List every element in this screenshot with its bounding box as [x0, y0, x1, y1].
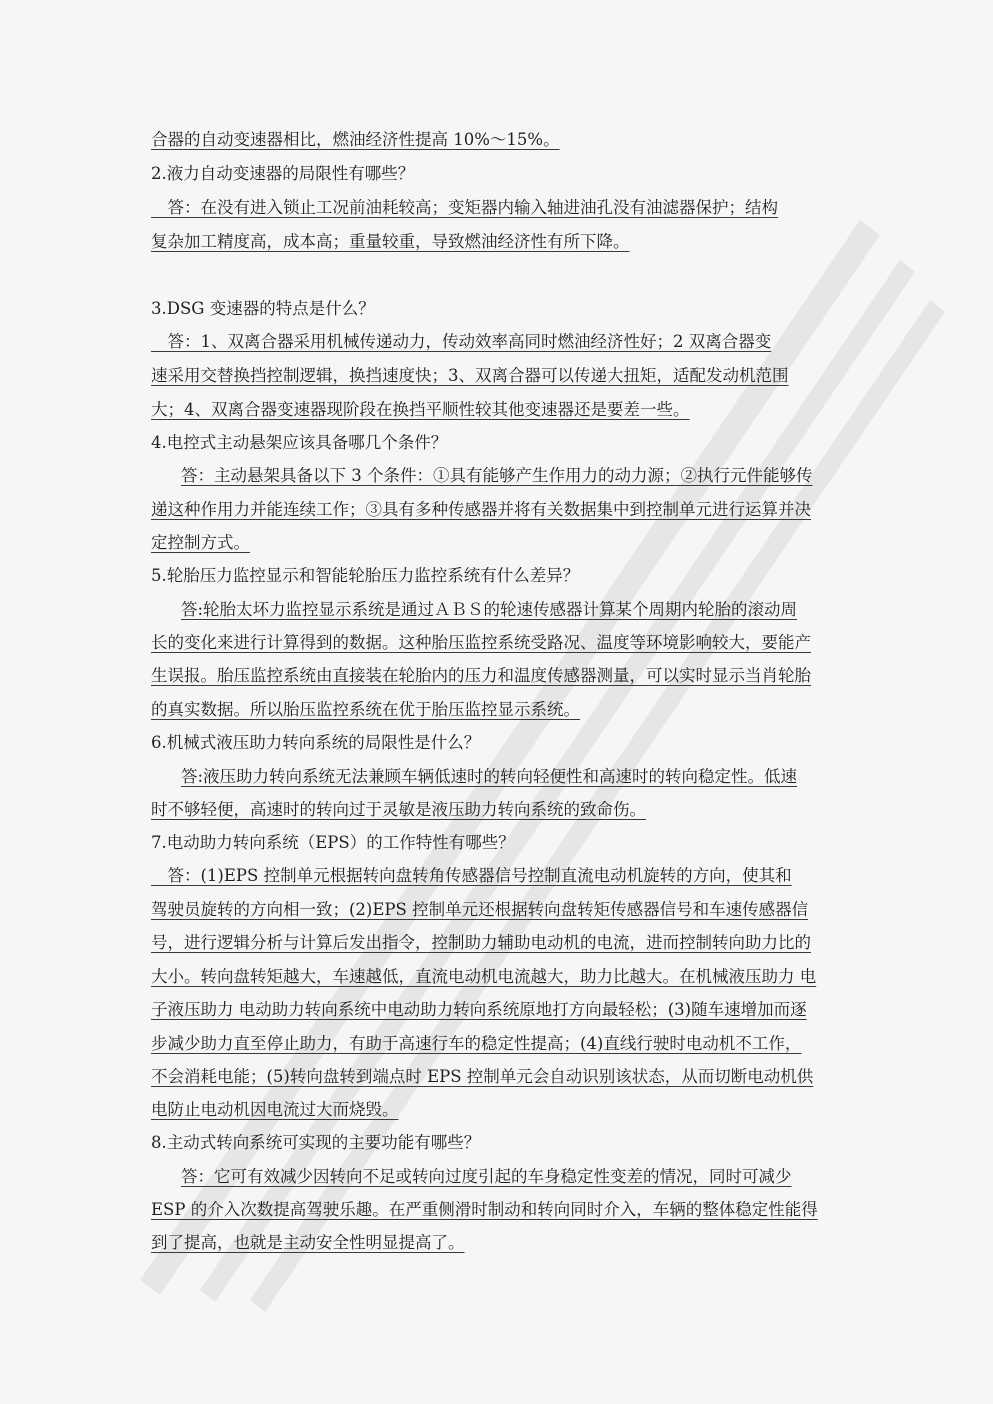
answer-7-line-4: 大小。转向盘转矩越大，车速越低，直流电动机电流越大，助力比越大。在机械液压助力 电 [151, 967, 817, 986]
question-6: 6.机械式液压助力转向系统的局限性是什么？ [151, 733, 481, 752]
answer-5-line-1: 答:轮胎太坏力监控显示系统是通过ＡＢＳ的轮速传感器计算某个周期内轮胎的滚动周 [181, 600, 798, 619]
answer-6-line-2: 时不够轻便，高速时的转向过于灵敏是液压助力转向系统的致命伤。 [151, 800, 646, 819]
answer-4-line-3: 定控制方式。 [151, 533, 250, 552]
intro-text: 合器的自动变速器相比，燃油经济性提高 10%～15%。 [151, 130, 560, 149]
answer-2-line-1: 答：在没有进入锁止工况前油耗较高；变矩器内输入轴进油孔没有油滤器保护；结构 [151, 198, 778, 217]
answer-7-line-6: 步减少助力直至停止助力，有助于高速行车的稳定性提高；(4)直线行驶时电动机不工作， [151, 1034, 802, 1053]
answer-8-line-3: 到了提高，也就是主动安全性明显提高了。 [151, 1233, 465, 1252]
question-5: 5.轮胎压力监控显示和智能轮胎压力监控系统有什么差异？ [151, 566, 580, 585]
answer-7-line-3: 号，进行逻辑分析与计算后发出指令，控制助力辅助电动机的电流，进而控制转向助力比的 [151, 933, 811, 952]
answer-8-line-1: 答：它可有效减少因转向不足或转向过度引起的车身稳定性变差的情况，同时可减少 [181, 1167, 792, 1186]
answer-7-line-8: 电防止电动机因电流过大而烧毁。 [151, 1100, 399, 1119]
answer-7-line-1: 答：(1)EPS 控制单元根据转向盘转角传感器信号控制直流电动机旋转的方向，使其和 [151, 866, 792, 885]
answer-5-line-4: 的真实数据。所以胎压监控系统在优于胎压监控显示系统。 [151, 700, 580, 719]
question-8: 8.主动式转向系统可实现的主要功能有哪些？ [151, 1133, 481, 1152]
answer-4-line-2: 递这种作用力并能连续工作；③具有多种传感器并将有关数据集中到控制单元进行运算并决 [151, 500, 811, 519]
answer-8-line-2: ESP 的介入次数提高驾驶乐趣。在严重侧滑时制动和转向同时介入，车辆的整体稳定性能得 [151, 1200, 818, 1219]
answer-4-line-1: 答：主动悬架具备以下 3 个条件：①具有能够产生作用力的动力源；②执行元件能够传 [181, 466, 813, 485]
question-4: 4.电控式主动悬架应该具备哪几个条件？ [151, 433, 448, 452]
answer-7-line-2: 驾驶员旋转的方向相一致；(2)EPS 控制单元还根据转向盘转矩传感器信号和车速传感器信 [151, 900, 809, 919]
answer-3-line-1: 答：1、双离合器采用机械传递动力，传动效率高同时燃油经济性好；2 双离合器变 [151, 332, 772, 351]
answer-3-line-2: 速采用交替换挡控制逻辑，换挡速度快；3、双离合器可以传递大扭矩，适配发动机范围 [151, 366, 789, 385]
question-7: 7.电动助力转向系统（EPS）的工作特性有哪些？ [151, 833, 515, 852]
answer-6-line-1: 答:液压助力转向系统无法兼顾车辆低速时的转向轻便性和高速时的转向稳定性。低速 [181, 767, 798, 786]
answer-5-line-2: 长的变化来进行计算得到的数据。这种胎压监控系统受路况、温度等环境影响较大，要能产 [151, 633, 811, 652]
question-2: 2.液力自动变速器的局限性有哪些？ [151, 164, 415, 183]
answer-3-line-3: 大；4、双离合器变速器现阶段在换挡平顺性较其他变速器还是要差一些。 [151, 400, 690, 419]
answer-7-line-7: 不会消耗电能；(5)转向盘转到端点时 EPS 控制单元会自动识别该状态，从而切断电动机供 [151, 1067, 814, 1086]
answer-7-line-5: 子液压助力 电动助力转向系统中电动助力转向系统原地打方向最轻松；(3)随车速增加而逐 [151, 1000, 807, 1019]
question-3: 3.DSG 变速器的特点是什么？ [151, 299, 375, 318]
answer-5-line-3: 生误报。胎压监控系统由直接装在轮胎内的压力和温度传感器测量，可以实时显示当肖轮胎 [151, 666, 811, 685]
answer-2-line-2: 复杂加工精度高，成本高；重量较重，导致燃油经济性有所下降。 [151, 232, 630, 251]
